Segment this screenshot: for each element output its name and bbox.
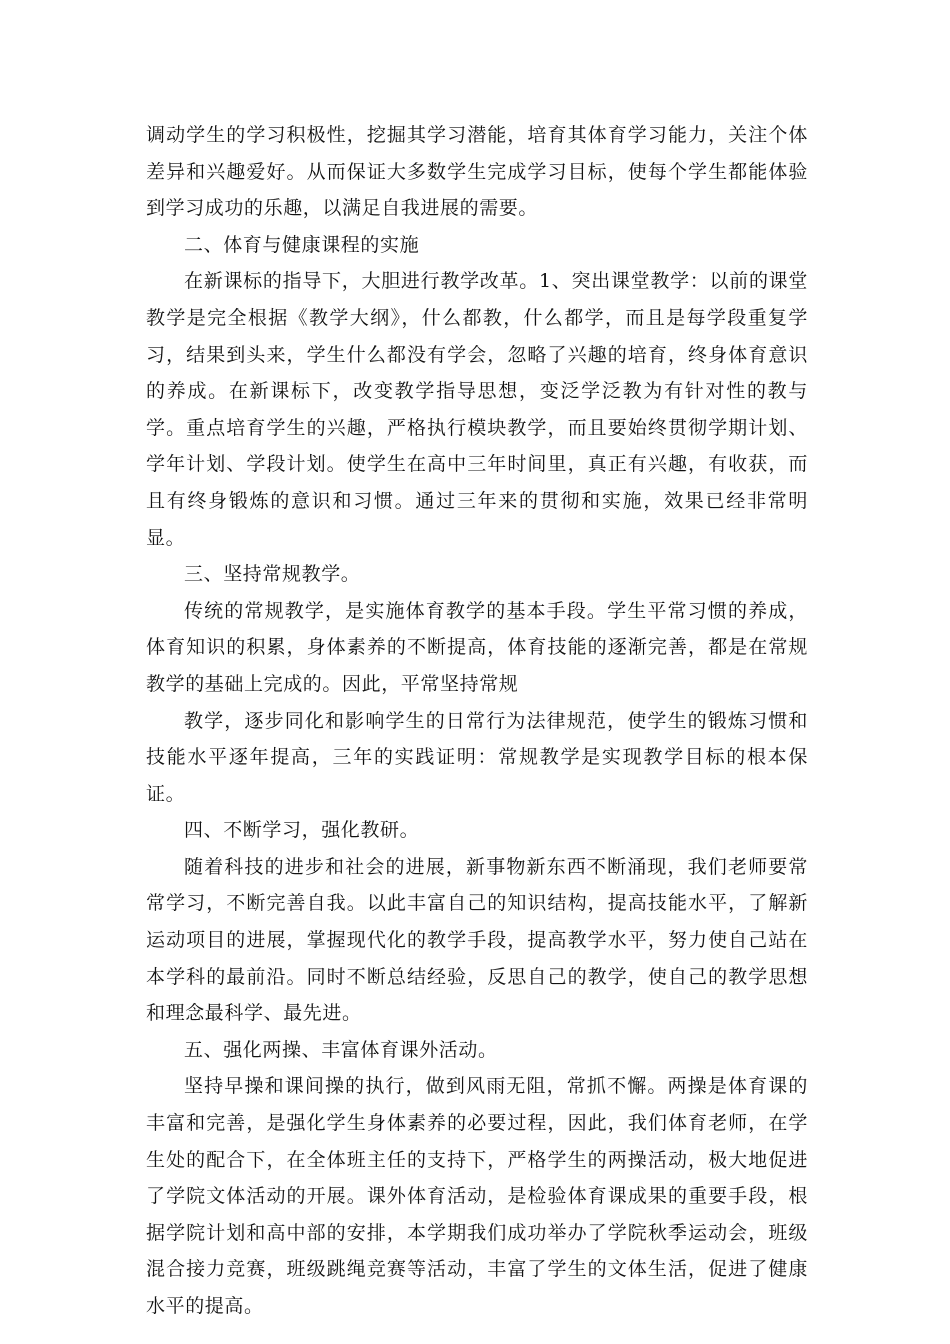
section-heading-exercises-activities: 五、强化两操、丰富体育课外活动。	[184, 1038, 498, 1061]
paragraph-intro-continuation: 调动学生的学习积极性，挖掘其学习潜能，培育其体育学习能力，关注个体差异和兴趣爱好。从而保证大多数学生完成学习目标，使每个学生都能体验到学习成功的乐趣，以满足自我进展的需要。	[146, 124, 808, 220]
section-heading-learning-research: 四、不断学习，强化教研。	[184, 819, 420, 842]
section-heading-implementation: 二、体育与健康课程的实施	[184, 233, 420, 256]
paragraph-routine-teaching: 传统的常规教学，是实施体育教学的基本手段。学生平常习惯的养成，体育知识的积累，身体素养的不断提高，体育技能的逐渐完善，都是在常规教学的基础上完成的。因此，平常坚持常规	[146, 599, 808, 695]
paragraph-learning-research: 随着科技的进步和社会的进展，新事物新东西不断涌现，我们老师要常常学习，不断完善自我。以此丰富自己的知识结构，提高技能水平，了解新运动项目的进展，掌握现代化的教学手段，提高教学水平，努力使自己站在本学科的最前沿。同时不断总结经验，反思自己的教学，使自己的教学思想和理念最科学、最先进。	[146, 855, 808, 1025]
section-heading-routine-teaching: 三、坚持常规教学。	[184, 563, 361, 586]
document-body	[146, 117, 808, 1325]
paragraph-implementation: 在新课标的指导下，大胆进行教学改革。1、突出课堂教学：以前的课堂教学是完全根据《教学大纲》，什么都教，什么都学，而且是每学段重复学习，结果到头来，学生什么都没有学会，忽略了兴趣的培育，终身体育意识的养成。在新课标下，改变教学指导思想，变泛学泛教为有针对性的教与学。重点培育学生的兴趣，严格执行模块教学，而且要始终贯彻学期计划、学年计划、学段计划。使学生在高中三年时间里，真正有兴趣，有收获，而且有终身锻炼的意识和习惯。通过三年来的贯彻和实施，效果已经非常明显。	[146, 270, 808, 549]
paragraph-exercises-activities: 坚持早操和课间操的执行，做到风雨无阻，常抓不懈。两操是体育课的丰富和完善，是强化学生身体素养的必要过程，因此，我们体育老师，在学生处的配合下，在全体班主任的支持下，严格学生的两操活动，极大地促进了学院文体活动的开展。课外体育活动，是检验体育课成果的重要手段，根据学院计划和高中部的安排，本学期我们成功举办了学院秋季运动会，班级混合接力竞赛，班级跳绳竞赛等活动，丰富了学生的文体生活，促进了健康水平的提高。	[146, 1075, 808, 1317]
paragraph-routine-teaching-continued: 教学，逐步同化和影响学生的日常行为法律规范，使学生的锻炼习惯和技能水平逐年提高，三年的实践证明：常规教学是实现教学目标的根本保证。	[146, 709, 808, 805]
